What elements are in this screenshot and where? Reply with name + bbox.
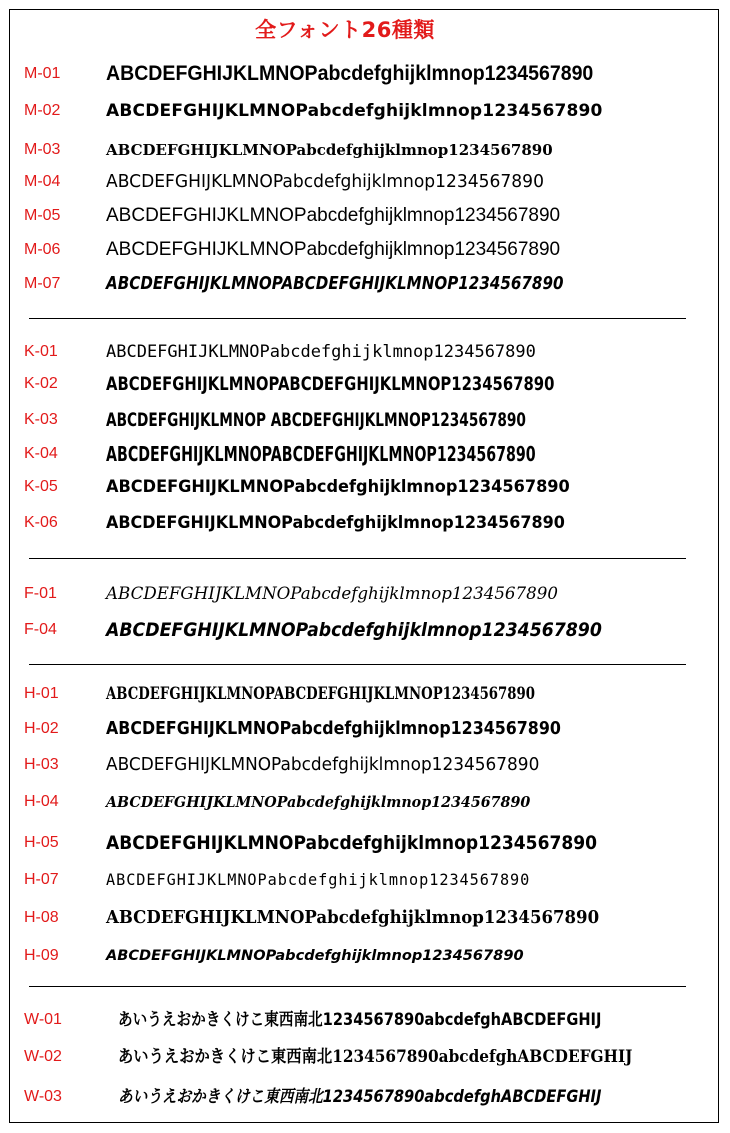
font-row-h-03 — [0, 749, 730, 781]
font-code: K-01 — [24, 343, 58, 360]
font-code: M-06 — [24, 241, 61, 258]
font-code: H-04 — [24, 793, 59, 810]
font-code: K-05 — [24, 478, 58, 495]
font-code: H-01 — [24, 685, 59, 702]
font-code: H-03 — [24, 756, 59, 773]
font-row-w-01 — [0, 1004, 730, 1036]
font-code: H-05 — [24, 834, 59, 851]
font-sample: ABCDEFGHIJKLMNOPabcdefghijklmnop1234567890 — [106, 619, 602, 641]
font-sample: ABCDEFGHIJKLMNOPabcdefghijklmnop1234567890 — [106, 584, 558, 604]
font-row-k-02 — [0, 368, 730, 400]
section-divider — [29, 558, 686, 559]
font-code: H-07 — [24, 871, 59, 888]
font-row-m-04 — [0, 166, 730, 198]
font-row-m-01 — [0, 58, 730, 90]
font-row-m-02 — [0, 95, 730, 127]
font-sample: ABCDEFGHIJKLMNOPabcdefghijklmnop1234567890 — [106, 101, 603, 121]
font-row-k-05 — [0, 471, 730, 503]
font-sample: ABCDEFGHIJKLMNOPabcdefghijklmnop1234567890 — [106, 205, 561, 226]
section-divider — [29, 318, 686, 319]
font-row-m-05 — [0, 200, 730, 232]
font-row-h-08 — [0, 902, 730, 934]
font-sample: ABCDEFGHIJKLMNOPabcdefghijklmnop1234567890 — [106, 907, 600, 928]
font-row-h-07 — [0, 864, 730, 896]
font-sample: ABCDEFGHIJKLMNOPabcdefghijklmnop1234567890 — [106, 477, 570, 497]
font-sample: ABCDEFGHIJKLMNOPabcdefghijklmnop1234567890 — [106, 948, 524, 964]
font-code: K-04 — [24, 445, 58, 462]
font-code: K-02 — [24, 375, 58, 392]
font-sample: あいうえおかきくけこ東西南北1234567890abcdefghABCDEFGHIJ — [118, 1087, 602, 1107]
font-code: H-02 — [24, 720, 59, 737]
section-divider — [29, 664, 686, 665]
font-code: M-04 — [24, 173, 61, 190]
font-sample: ABCDEFGHIJKLMNOPabcdefghijklmnop1234567890 — [106, 718, 561, 739]
font-sample: ABCDEFGHIJKLMNOPABCDEFGHIJKLMNOP1234567890 — [106, 442, 536, 466]
font-code: W-03 — [24, 1088, 62, 1105]
font-row-w-03 — [0, 1081, 730, 1113]
font-row-h-09 — [0, 940, 730, 972]
font-row-k-06 — [0, 507, 730, 539]
font-sample: ABCDEFGHIJKLMNOPabcdefghijklmnop1234567890 — [106, 754, 540, 775]
font-sample: ABCDEFGHIJKLMNOPABCDEFGHIJKLMNOP1234567890 — [106, 373, 555, 395]
font-row-k-01 — [0, 336, 730, 368]
font-sample: ABCDEFGHIJKLMNOPabcdefghijklmnop1234567890 — [106, 832, 598, 854]
font-code: M-07 — [24, 275, 61, 292]
font-code: F-01 — [24, 585, 57, 602]
font-code: W-02 — [24, 1048, 62, 1065]
font-code: M-05 — [24, 207, 61, 224]
font-code: F-04 — [24, 621, 57, 638]
font-row-h-02 — [0, 713, 730, 745]
font-sample: あいうえおかきくけこ東西南北1234567890abcdefghABCDEFGHIJ — [118, 1047, 633, 1067]
font-row-h-04 — [0, 786, 730, 818]
font-sample: ABCDEFGHIJKLMNOPabcdefghijklmnop1234567890 — [106, 513, 565, 533]
font-code: H-09 — [24, 947, 59, 964]
font-sample: ABCDEFGHIJKLMNOPabcdefghijklmnop1234567890 — [106, 793, 531, 811]
font-row-m-07 — [0, 268, 730, 300]
font-sample: ABCDEFGHIJKLMNOPabcdefghijklmnop1234567890 — [106, 62, 594, 85]
font-sample: ABCDEFGHIJKLMNOPABCDEFGHIJKLMNOP1234567890 — [106, 684, 535, 704]
font-sample: ABCDEFGHIJKLMNOPabcdefghijklmnop1234567890 — [106, 239, 561, 260]
section-divider — [29, 986, 686, 987]
font-sample: ABCDEFGHIJKLMNOPabcdefghijklmnop1234567890 — [106, 870, 531, 889]
font-row-w-02 — [0, 1041, 730, 1073]
font-code: M-03 — [24, 141, 61, 158]
font-row-m-06 — [0, 234, 730, 266]
font-sample: ABCDEFGHIJKLMNOPabcdefghijklmnop1234567890 — [106, 171, 544, 192]
font-code: K-03 — [24, 411, 58, 428]
font-row-k-04 — [0, 438, 730, 470]
font-code: H-08 — [24, 909, 59, 926]
font-sample: ABCDEFGHIJKLMNOP ABCDEFGHIJKLMNOP1234567890 — [106, 409, 526, 431]
font-sample: ABCDEFGHIJKLMNOPabcdefghijklmnop1234567890 — [106, 141, 553, 159]
font-sample: ABCDEFGHIJKLMNOPabcdefghijklmnop1234567890 — [106, 342, 536, 362]
font-row-f-01 — [0, 578, 730, 610]
font-sample: ABCDEFGHIJKLMNOPABCDEFGHIJKLMNOP1234567890 — [106, 273, 564, 294]
catalog-title: 全フォント26種類 — [255, 18, 435, 42]
font-code: W-01 — [24, 1011, 62, 1028]
font-row-k-03 — [0, 404, 730, 436]
font-row-m-03 — [0, 134, 730, 166]
font-code: M-02 — [24, 102, 61, 119]
font-row-h-05 — [0, 827, 730, 859]
font-row-h-01 — [0, 678, 730, 710]
font-code: K-06 — [24, 514, 58, 531]
font-row-f-04 — [0, 614, 730, 646]
font-sample: あいうえおかきくけこ東西南北1234567890abcdefghABCDEFGHIJ — [118, 1010, 602, 1030]
font-code: M-01 — [24, 65, 61, 82]
